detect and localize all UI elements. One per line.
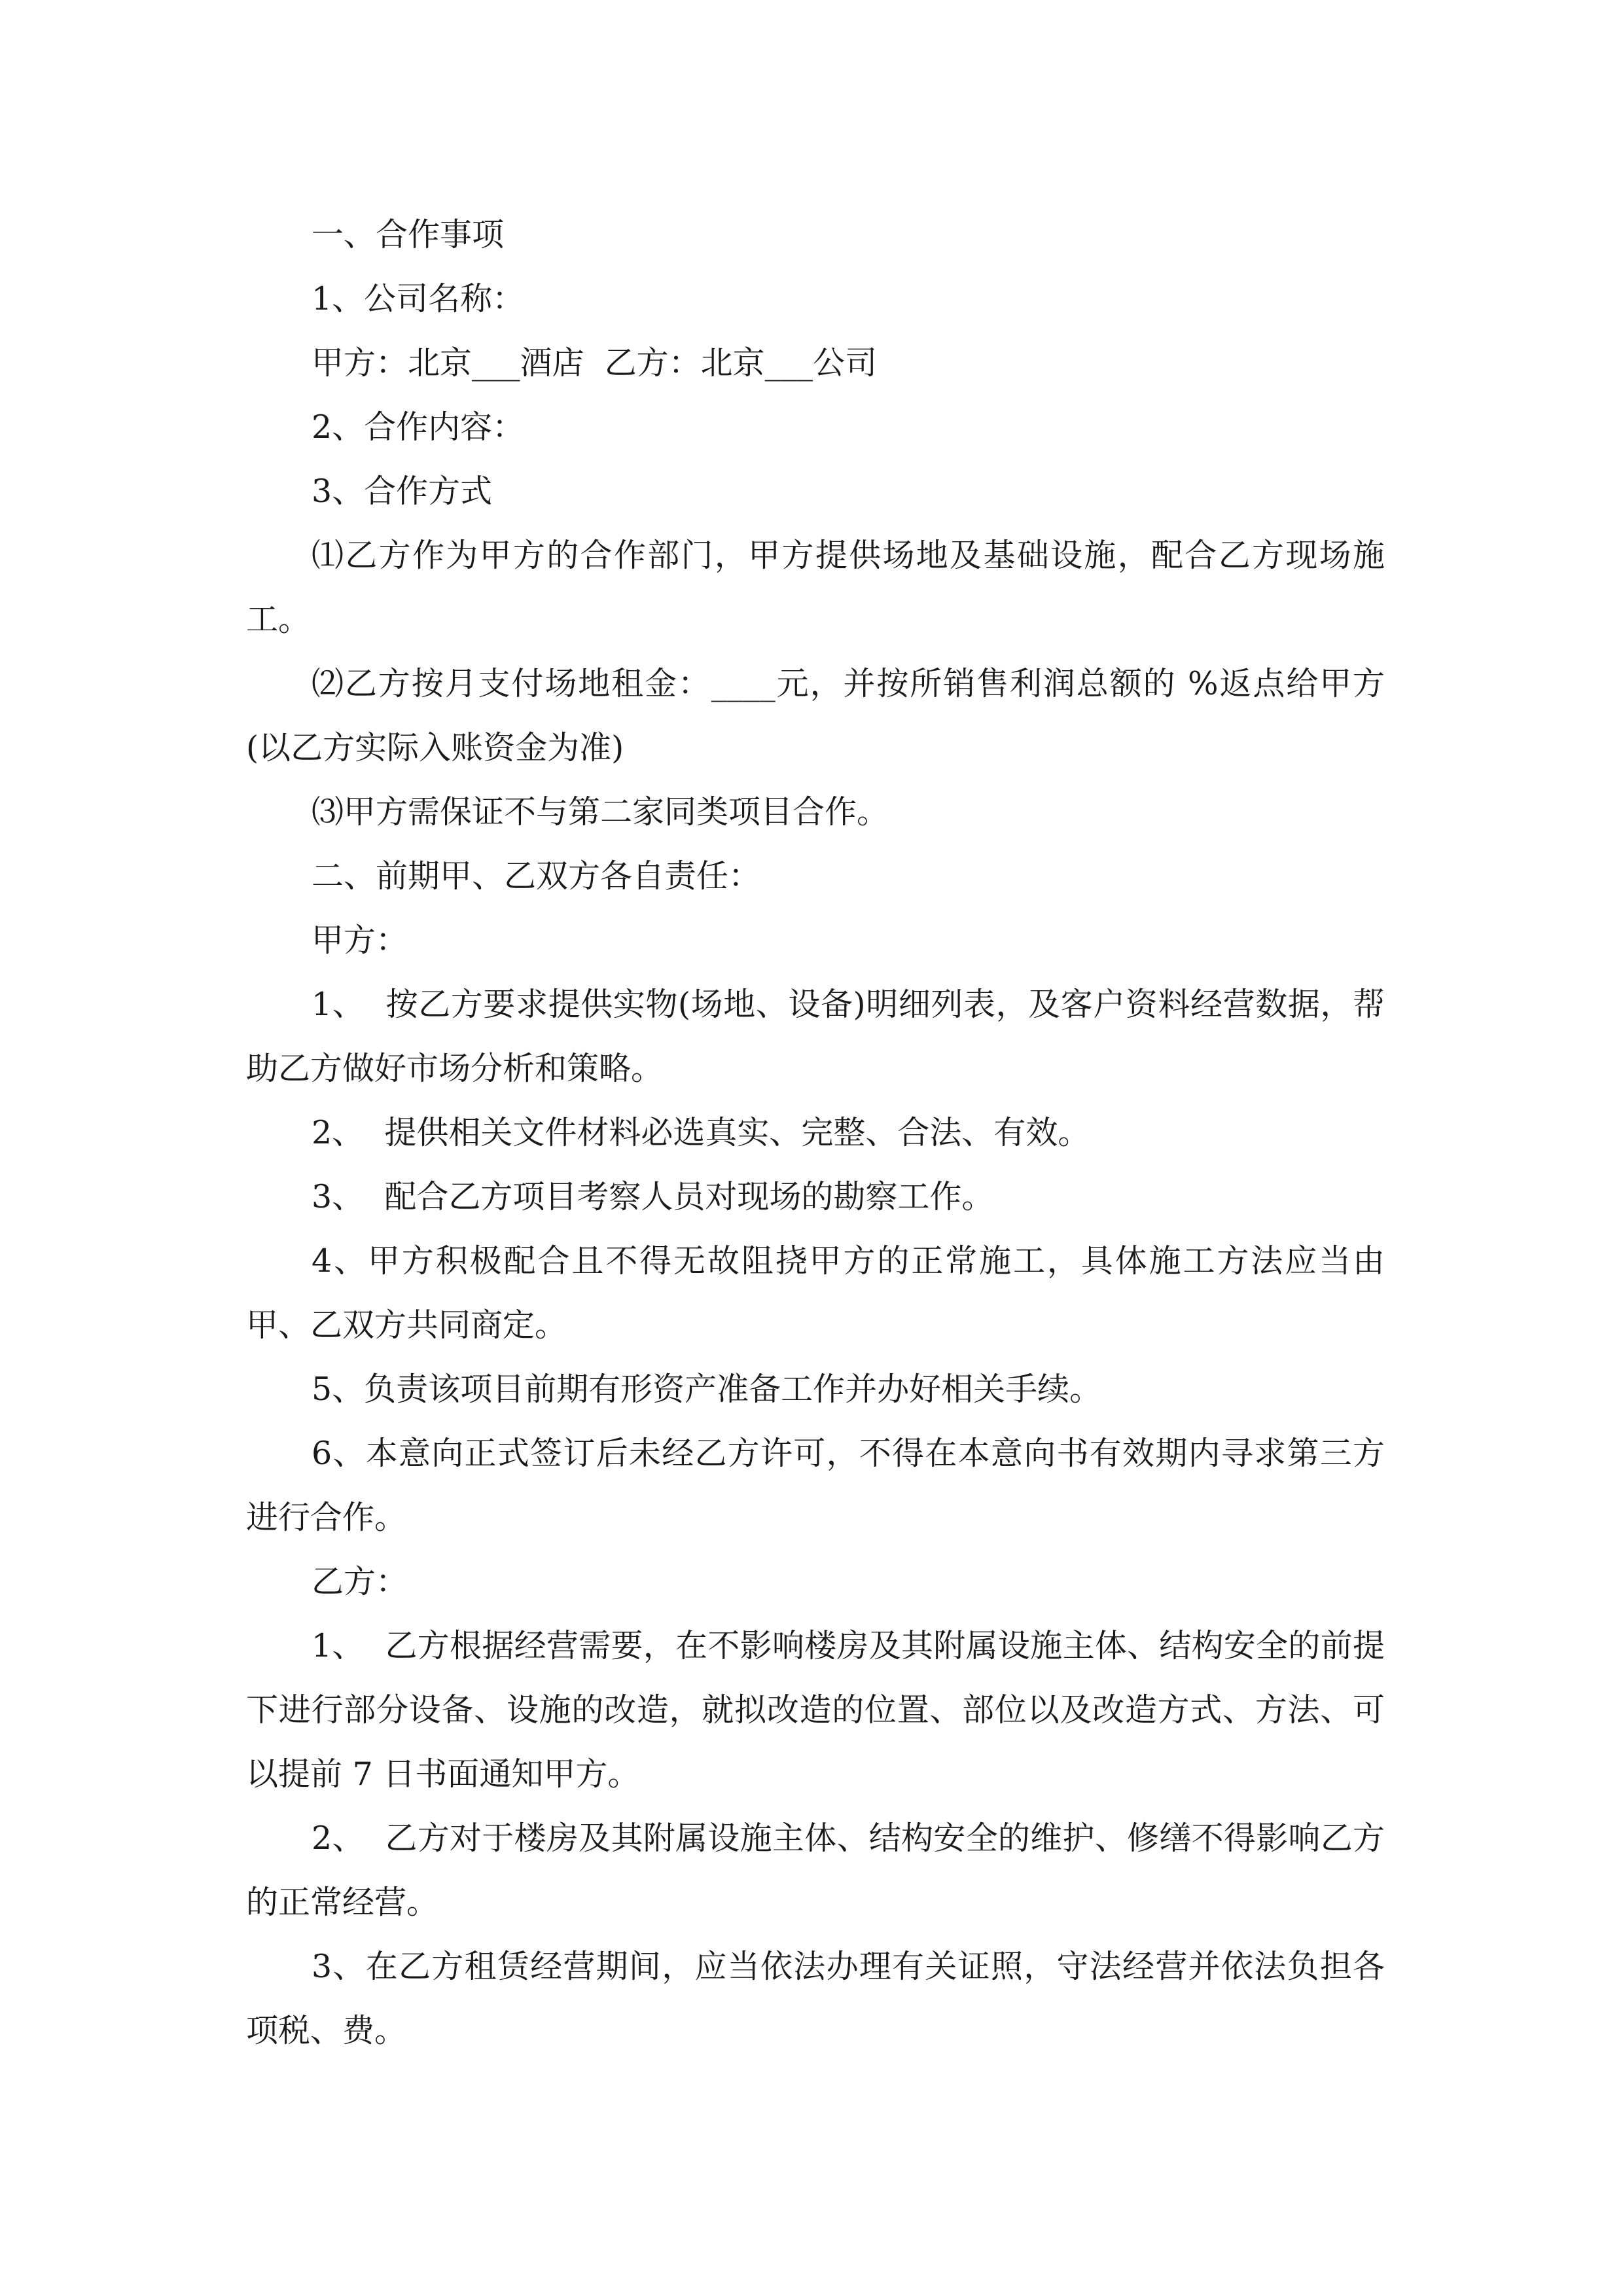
party-b-item-1: 1、 乙方根据经营需要，在不影响楼房及其附属设施主体、结构安全的前提下进行部分设备、设施的改造，就拟改造的位置、部位以及改造方式、方法、可以提前 7 日书面通知甲方。 [246, 1627, 1385, 1793]
party-a-item-4: 4、甲方积极配合且不得无故阻挠甲方的正常施工，具体施工方法应当由甲、乙双方共同商定。 [246, 1242, 1385, 1344]
party-a-item-6: 6、本意向正式签订后未经乙方许可，不得在本意向书有效期内寻求第三方进行合作。 [246, 1435, 1385, 1536]
party-a-heading: 甲方： [312, 922, 408, 959]
item-cooperation-method: 3、合作方式 [312, 473, 493, 510]
party-a-item-1: 1、 按乙方要求提供实物(场地、设备)明细列表，及客户资料经营数据，帮助乙方做好市场分析和策略。 [246, 986, 1385, 1087]
party-b-item-2: 2、 乙方对于楼房及其附属设施主体、结构安全的维护、修缮不得影响乙方的正常经营。 [246, 1820, 1385, 1921]
item-company-name: 1、公司名称： [312, 280, 525, 317]
section-heading-responsibilities: 二、前期甲、乙双方各自责任： [312, 857, 761, 895]
clause-1: ⑴乙方作为甲方的合作部门，甲方提供场地及基础设施，配合乙方现场施工。 [246, 537, 1385, 638]
party-a-item-5: 5、负责该项目前期有形资产准备工作并办好相关手续。 [312, 1371, 1102, 1408]
party-b-item-3: 3、在乙方租赁经营期间，应当依法办理有关证照，守法经营并依法负担各项税、费。 [246, 1948, 1385, 2049]
document-body [246, 203, 1385, 2063]
clause-2: ⑵乙方按月支付场地租金：____元，并按所销售利润总额的 %返点给甲方(以乙方实际入账资金为准) [246, 665, 1385, 766]
party-b-heading: 乙方： [312, 1563, 408, 1600]
party-a-item-3: 3、 配合乙方项目考察人员对现场的勘察工作。 [312, 1178, 994, 1215]
section-heading-cooperation: 一、合作事项 [312, 216, 505, 253]
party-a-item-2: 2、 提供相关文件材料必选真实、完整、合法、有效。 [312, 1114, 1090, 1151]
parties-line: 甲方：北京___酒店 乙方：北京___公司 [312, 344, 878, 382]
item-cooperation-content: 2、合作内容： [312, 408, 525, 446]
clause-3: ⑶甲方需保证不与第二家同类项目合作。 [312, 793, 889, 831]
